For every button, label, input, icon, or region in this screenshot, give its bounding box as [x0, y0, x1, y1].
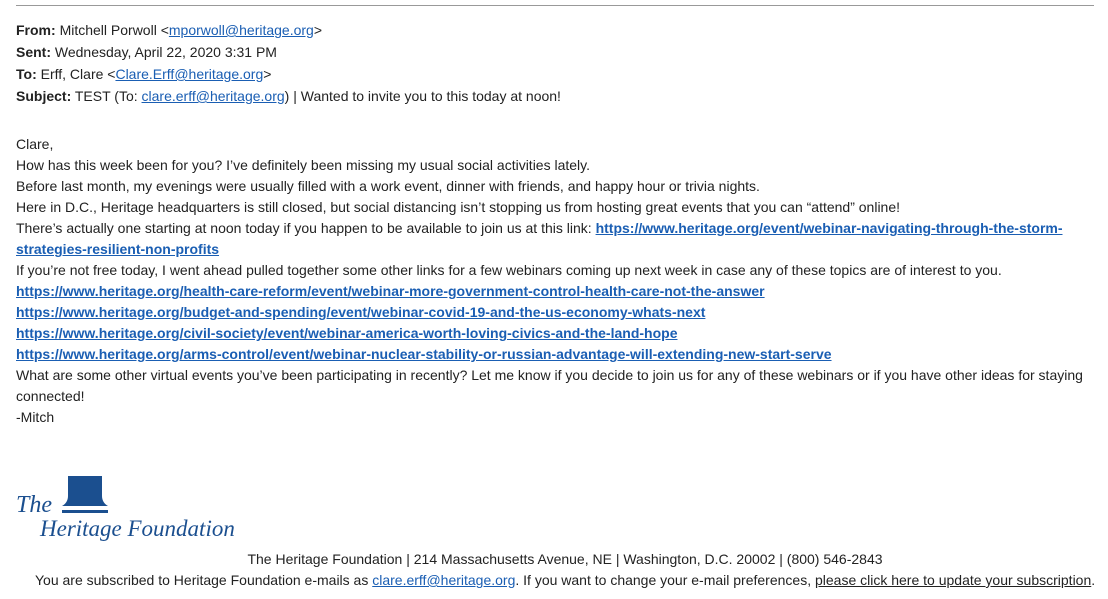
sent-value: Wednesday, April 22, 2020 3:31 PM	[54, 44, 277, 60]
to-label: To:	[16, 66, 37, 82]
subject-line	[16, 85, 1096, 107]
sent-label: Sent:	[16, 44, 51, 60]
footer-sub-middle: . If you want to change your e-mail preferences,	[515, 572, 815, 588]
to-name: Erff, Clare <	[40, 66, 116, 82]
update-subscription-link[interactable]: please click here to update your subscription	[814, 572, 1092, 588]
list-item	[16, 302, 1096, 323]
webinar-link-new-start[interactable]: https://www.heritage.org/arms-control/event/webinar-nuclear-stability-or-russian-advantage-will-extending-new-start-serve	[16, 346, 832, 362]
footer-address: The Heritage Foundation | 214 Massachusetts Avenue, NE | Washington, D.C. 20002 | (800) 546-2843	[247, 551, 883, 567]
footer-email-link[interactable]: clare.erff@heritage.org	[372, 572, 516, 588]
list-item	[16, 344, 1096, 365]
paragraph-1: How has this week been for you? I’ve definitely been missing my usual social activities lately.	[16, 157, 591, 173]
from-label: From:	[16, 22, 56, 38]
paragraph-6-cont: connected!	[16, 388, 85, 404]
webinar-link-civics[interactable]: https://www.heritage.org/civil-society/event/webinar-america-worth-loving-civics-and-the-land-hope	[16, 325, 678, 341]
footer-sub-end: .	[1091, 572, 1096, 588]
heritage-logo[interactable]	[16, 474, 256, 542]
subject-email-link[interactable]: clare.erff@heritage.org	[141, 88, 285, 104]
footer-sub-prefix: You are subscribed to Heritage Foundation e-mails as	[35, 572, 373, 588]
subject-prefix: TEST (To:	[74, 88, 142, 104]
sent-line	[16, 41, 1096, 63]
to-close: >	[263, 66, 272, 82]
greeting: Clare,	[16, 136, 54, 152]
logo-line-1: The	[16, 492, 52, 518]
webinar-link-today-cont[interactable]: strategies-resilient-non-profits	[16, 241, 220, 257]
logo-line-2: Heritage Foundation	[40, 516, 235, 541]
paragraph-5: If you’re not free today, I went ahead pulled together some other links for a few webinars coming up next week in case any of these topics are of interest to you.	[16, 262, 1002, 278]
signoff: -Mitch	[16, 409, 55, 425]
footer-subscription	[35, 570, 1095, 590]
webinar-link-health-care[interactable]: https://www.heritage.org/health-care-reform/event/webinar-more-government-control-health-care-not-the-answer	[16, 283, 765, 299]
list-item	[16, 323, 1096, 344]
email-header	[16, 19, 1096, 107]
subject-suffix: ) | Wanted to invite you to this today at noon!	[284, 88, 561, 104]
email-body	[16, 134, 1096, 428]
list-item	[16, 281, 1096, 302]
header-divider	[16, 5, 1094, 6]
from-email-link[interactable]: mporwoll@heritage.org	[168, 22, 314, 38]
paragraph-2: Before last month, my evenings were usually filled with a work event, dinner with friends, and happy hour or trivia nights.	[16, 178, 760, 194]
from-name: Mitchell Porwoll <	[59, 22, 169, 38]
paragraph-4	[16, 218, 1096, 239]
paragraph-4-text: There’s actually one starting at noon today if you happen to be available to join us at this link:	[16, 220, 596, 236]
webinar-link-today[interactable]: https://www.heritage.org/event/webinar-navigating-through-the-storm-	[595, 220, 1063, 236]
subject-label: Subject:	[16, 88, 72, 104]
to-line	[16, 63, 1096, 85]
liberty-bell-icon	[62, 476, 108, 513]
from-close: >	[313, 22, 323, 38]
paragraph-4-cont	[16, 239, 1096, 260]
to-email-link[interactable]: Clare.Erff@heritage.org	[115, 66, 264, 82]
paragraph-3: Here in D.C., Heritage headquarters is still closed, but social distancing isn’t stopping us from hosting great events that you can “attend” online!	[16, 199, 901, 215]
from-line	[16, 19, 1096, 41]
webinar-link-covid-economy[interactable]: https://www.heritage.org/budget-and-spending/event/webinar-covid-19-and-the-us-economy-whats-next	[16, 304, 706, 320]
paragraph-6: What are some other virtual events you’ve been participating in recently? Let me know if you decide to join us for any of these webinars or if you have other ideas for staying	[16, 367, 1083, 383]
